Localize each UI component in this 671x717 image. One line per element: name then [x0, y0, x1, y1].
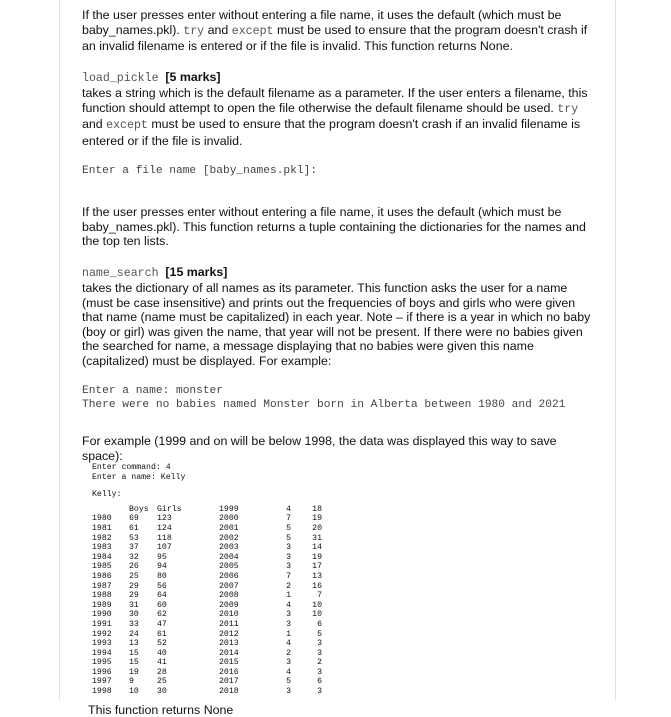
cell-year: 2016 — [219, 667, 239, 677]
cell-boys: 13 — [129, 639, 139, 649]
cell-girls: 123 — [157, 514, 172, 524]
cell-girls: 60 — [157, 600, 167, 610]
cell-girls: 31 — [312, 533, 322, 543]
cell-year: 1998 — [92, 687, 112, 697]
cell-boys: 2 — [286, 581, 291, 591]
cell-girls: 118 — [157, 533, 172, 543]
table-header-row: Boys Girls — [129, 504, 182, 514]
frequency-table — [92, 505, 592, 697]
cell-boys: 1 — [286, 591, 291, 601]
cell-boys: 32 — [129, 552, 139, 562]
cell-year: 2008 — [219, 591, 239, 601]
cell-girls: 18 — [312, 504, 322, 514]
cell-boys: 29 — [129, 581, 139, 591]
cell-boys: 3 — [286, 619, 291, 629]
cell-year: 1996 — [92, 667, 112, 677]
cell-year: 1993 — [92, 639, 112, 649]
example-input-line: Enter a name: monster — [82, 385, 223, 397]
cell-year: 2002 — [219, 533, 239, 543]
table-row — [219, 534, 322, 544]
cell-year: 2003 — [219, 543, 239, 553]
table-right — [219, 505, 322, 697]
cell-year: 2000 — [219, 514, 239, 524]
cell-boys: 26 — [129, 562, 139, 572]
cell-boys: 2 — [286, 648, 291, 658]
table-row — [219, 505, 322, 515]
cell-year: 1987 — [92, 581, 112, 591]
cell-boys: 3 — [286, 562, 291, 572]
cell-girls: 5 — [317, 629, 322, 639]
cell-boys: 3 — [286, 687, 291, 697]
cell-girls: 6 — [317, 619, 322, 629]
table-row — [92, 668, 197, 678]
table-row — [92, 553, 197, 563]
cell-girls: 40 — [157, 648, 167, 658]
cell-year: 2009 — [219, 600, 239, 610]
table-row — [219, 668, 322, 678]
cell-boys: 4 — [286, 600, 291, 610]
cell-boys: 25 — [129, 571, 139, 581]
cell-boys: 29 — [129, 591, 139, 601]
cell-girls: 10 — [312, 600, 322, 610]
table-row — [92, 591, 197, 601]
cell-girls: 62 — [157, 610, 167, 620]
cell-girls: 52 — [157, 639, 167, 649]
returns-none: This function returns None — [88, 702, 234, 717]
table-row — [92, 620, 197, 630]
table-row — [92, 610, 197, 620]
marks-label: [5 marks] — [165, 69, 221, 84]
cell-girls: 47 — [157, 619, 167, 629]
cell-year: 2011 — [219, 619, 239, 629]
table-row — [219, 658, 322, 668]
cell-girls: 41 — [157, 658, 167, 668]
marks-label: [15 marks] — [165, 264, 228, 279]
cell-year: 2018 — [219, 687, 239, 697]
cell-year: 2007 — [219, 581, 239, 591]
cell-boys: 7 — [286, 514, 291, 524]
name-search-section: name_search [15 marks] takes the dictionary of all names as its parameter. This function asks the user for a name (must be case insensitive) and prints out the frequencies of boys and girls who were given that name (name must be capitalized) in each year. Note – if there is a year in which no baby (boy or girl) was given the name, that year will not be present. If there were no babies given the searched for name, a message displaying that no babies were given this name (capitalized) must be displayed. For example: — [82, 264, 591, 368]
cell-girls: 61 — [157, 629, 167, 639]
cell-year: 1991 — [92, 619, 112, 629]
cell-year: 1988 — [92, 591, 112, 601]
cell-boys: 4 — [286, 504, 291, 514]
load-pickle-section: load_pickle [5 marks] takes a string which is the default filename as a parameter. If the user enters a filename, this function should attempt to open the file otherwise the default filename should be used. try and except must be used to ensure that the program doesn't crash if an invalid filename is entered or if the file is invalid. — [82, 69, 588, 148]
cell-girls: 3 — [317, 639, 322, 649]
cell-year: 2005 — [219, 562, 239, 572]
page-border-left — [59, 0, 60, 700]
cell-boys: 61 — [129, 523, 139, 533]
cell-boys: 7 — [286, 571, 291, 581]
cell-girls: 3 — [317, 667, 322, 677]
cell-boys: 3 — [286, 610, 291, 620]
cell-boys: 9 — [129, 677, 134, 687]
cell-year: 1997 — [92, 677, 112, 687]
cell-year: 1990 — [92, 610, 112, 620]
cell-year: 2013 — [219, 639, 239, 649]
cell-girls: 30 — [157, 687, 167, 697]
cell-boys: 10 — [129, 687, 139, 697]
table-row — [219, 543, 322, 553]
table-row — [219, 562, 322, 572]
table-row — [92, 630, 197, 640]
table-row — [219, 601, 322, 611]
table-row — [219, 677, 322, 687]
table-row — [219, 553, 322, 563]
paragraph-default-filename: If the user presses enter without entering a file name, it uses the default (which must be baby_names.pkl). try and except must be used to ensure that the program doesn't crash if an invalid filename is entered or if the file is invalid. This function returns None. — [82, 8, 588, 53]
cell-year: 2012 — [219, 629, 239, 639]
document-body — [82, 8, 592, 717]
table-row — [219, 572, 322, 582]
cell-girls: 20 — [312, 523, 322, 533]
function-name-load-pickle: load_pickle — [82, 71, 159, 85]
cell-girls: 13 — [312, 571, 322, 581]
cell-boys: 69 — [129, 514, 139, 524]
table-row — [92, 534, 197, 544]
command-line: Enter command: 4 — [92, 463, 171, 472]
table-row — [219, 687, 322, 697]
cell-girls: 124 — [157, 523, 172, 533]
cell-girls: 2 — [317, 658, 322, 668]
cell-boys: 31 — [129, 600, 139, 610]
table-row — [219, 620, 322, 630]
table-row — [219, 630, 322, 640]
cell-year: 1981 — [92, 523, 112, 533]
cell-boys: 4 — [286, 667, 291, 677]
table-row — [92, 572, 197, 582]
table-row — [219, 639, 322, 649]
cell-year: 1980 — [92, 514, 112, 524]
cell-girls: 7 — [317, 591, 322, 601]
cell-girls: 16 — [312, 581, 322, 591]
cell-year: 2015 — [219, 658, 239, 668]
cell-year: 1994 — [92, 648, 112, 658]
table-row — [92, 687, 197, 697]
cell-boys: 30 — [129, 610, 139, 620]
function-name-name-search: name_search — [82, 266, 159, 280]
paragraph-returns-tuple: If the user presses enter without entering a file name, it uses the default (which must be baby_names.pkl). This function returns a tuple containing the dictionaries for the names and the top ten lists. — [82, 205, 586, 248]
cell-girls: 19 — [312, 552, 322, 562]
cell-girls: 10 — [312, 610, 322, 620]
table-row — [92, 562, 197, 572]
table-row — [219, 591, 322, 601]
cell-boys: 3 — [286, 543, 291, 553]
cell-girls: 3 — [317, 648, 322, 658]
cell-girls: 95 — [157, 552, 167, 562]
cell-girls: 19 — [312, 514, 322, 524]
name-line: Enter a name: Kelly — [92, 472, 186, 482]
table-row — [92, 639, 197, 649]
table-row — [92, 524, 197, 534]
cell-year: 2001 — [219, 523, 239, 533]
cell-boys: 5 — [286, 533, 291, 543]
cell-year: 2004 — [219, 552, 239, 562]
cell-boys: 3 — [286, 658, 291, 668]
cell-girls: 94 — [157, 562, 167, 572]
table-row — [92, 543, 197, 553]
table-row — [92, 601, 197, 611]
cell-year: 2014 — [219, 648, 239, 658]
cell-boys: 19 — [129, 667, 139, 677]
cell-boys: 5 — [286, 523, 291, 533]
cell-boys: 53 — [129, 533, 139, 543]
kelly-label: Kelly: — [92, 490, 122, 500]
table-row — [92, 649, 197, 659]
example2-intro: For example (1999 and on will be below 1998, the data was displayed this way to save space): — [82, 434, 557, 463]
table-row — [92, 582, 197, 592]
filename-prompt: Enter a file name [baby_names.pkl]: — [82, 165, 317, 177]
cell-boys: 33 — [129, 619, 139, 629]
table-row — [92, 658, 197, 668]
cell-girls: 14 — [312, 543, 322, 553]
cell-boys: 15 — [129, 648, 139, 658]
cell-boys: 15 — [129, 658, 139, 668]
cell-girls: 6 — [317, 677, 322, 687]
cell-girls: 25 — [157, 677, 167, 687]
table-row — [219, 524, 322, 534]
cell-boys: 4 — [286, 639, 291, 649]
cell-girls: 64 — [157, 591, 167, 601]
cell-girls: 3 — [317, 687, 322, 697]
cell-year: 1985 — [92, 562, 112, 572]
cell-year: 1984 — [92, 552, 112, 562]
cell-boys: 37 — [129, 543, 139, 553]
cell-boys: 1 — [286, 629, 291, 639]
table-row — [92, 677, 197, 687]
cell-year: 2010 — [219, 610, 239, 620]
cell-year: 1986 — [92, 571, 112, 581]
cell-year: 1983 — [92, 543, 112, 553]
cell-boys: 3 — [286, 552, 291, 562]
table-row — [219, 514, 322, 524]
cell-year: 1995 — [92, 658, 112, 668]
cell-year: 1989 — [92, 600, 112, 610]
table-row — [219, 610, 322, 620]
table-row — [219, 582, 322, 592]
table-row — [92, 514, 197, 524]
cell-year: 2017 — [219, 677, 239, 687]
cell-girls: 17 — [312, 562, 322, 572]
cell-boys: 24 — [129, 629, 139, 639]
table-left — [92, 505, 197, 697]
cell-year: 1992 — [92, 629, 112, 639]
cell-girls: 80 — [157, 571, 167, 581]
cell-year: 2006 — [219, 571, 239, 581]
cell-year: 1999 — [219, 504, 239, 514]
page-border-right — [615, 0, 616, 700]
cell-girls: 107 — [157, 543, 172, 553]
cell-boys: 5 — [286, 677, 291, 687]
table-row — [219, 649, 322, 659]
cell-year: 1982 — [92, 533, 112, 543]
cell-girls: 56 — [157, 581, 167, 591]
example-output-line: There were no babies named Monster born in Alberta between 1980 and 2021 — [82, 399, 566, 411]
cell-girls: 28 — [157, 667, 167, 677]
